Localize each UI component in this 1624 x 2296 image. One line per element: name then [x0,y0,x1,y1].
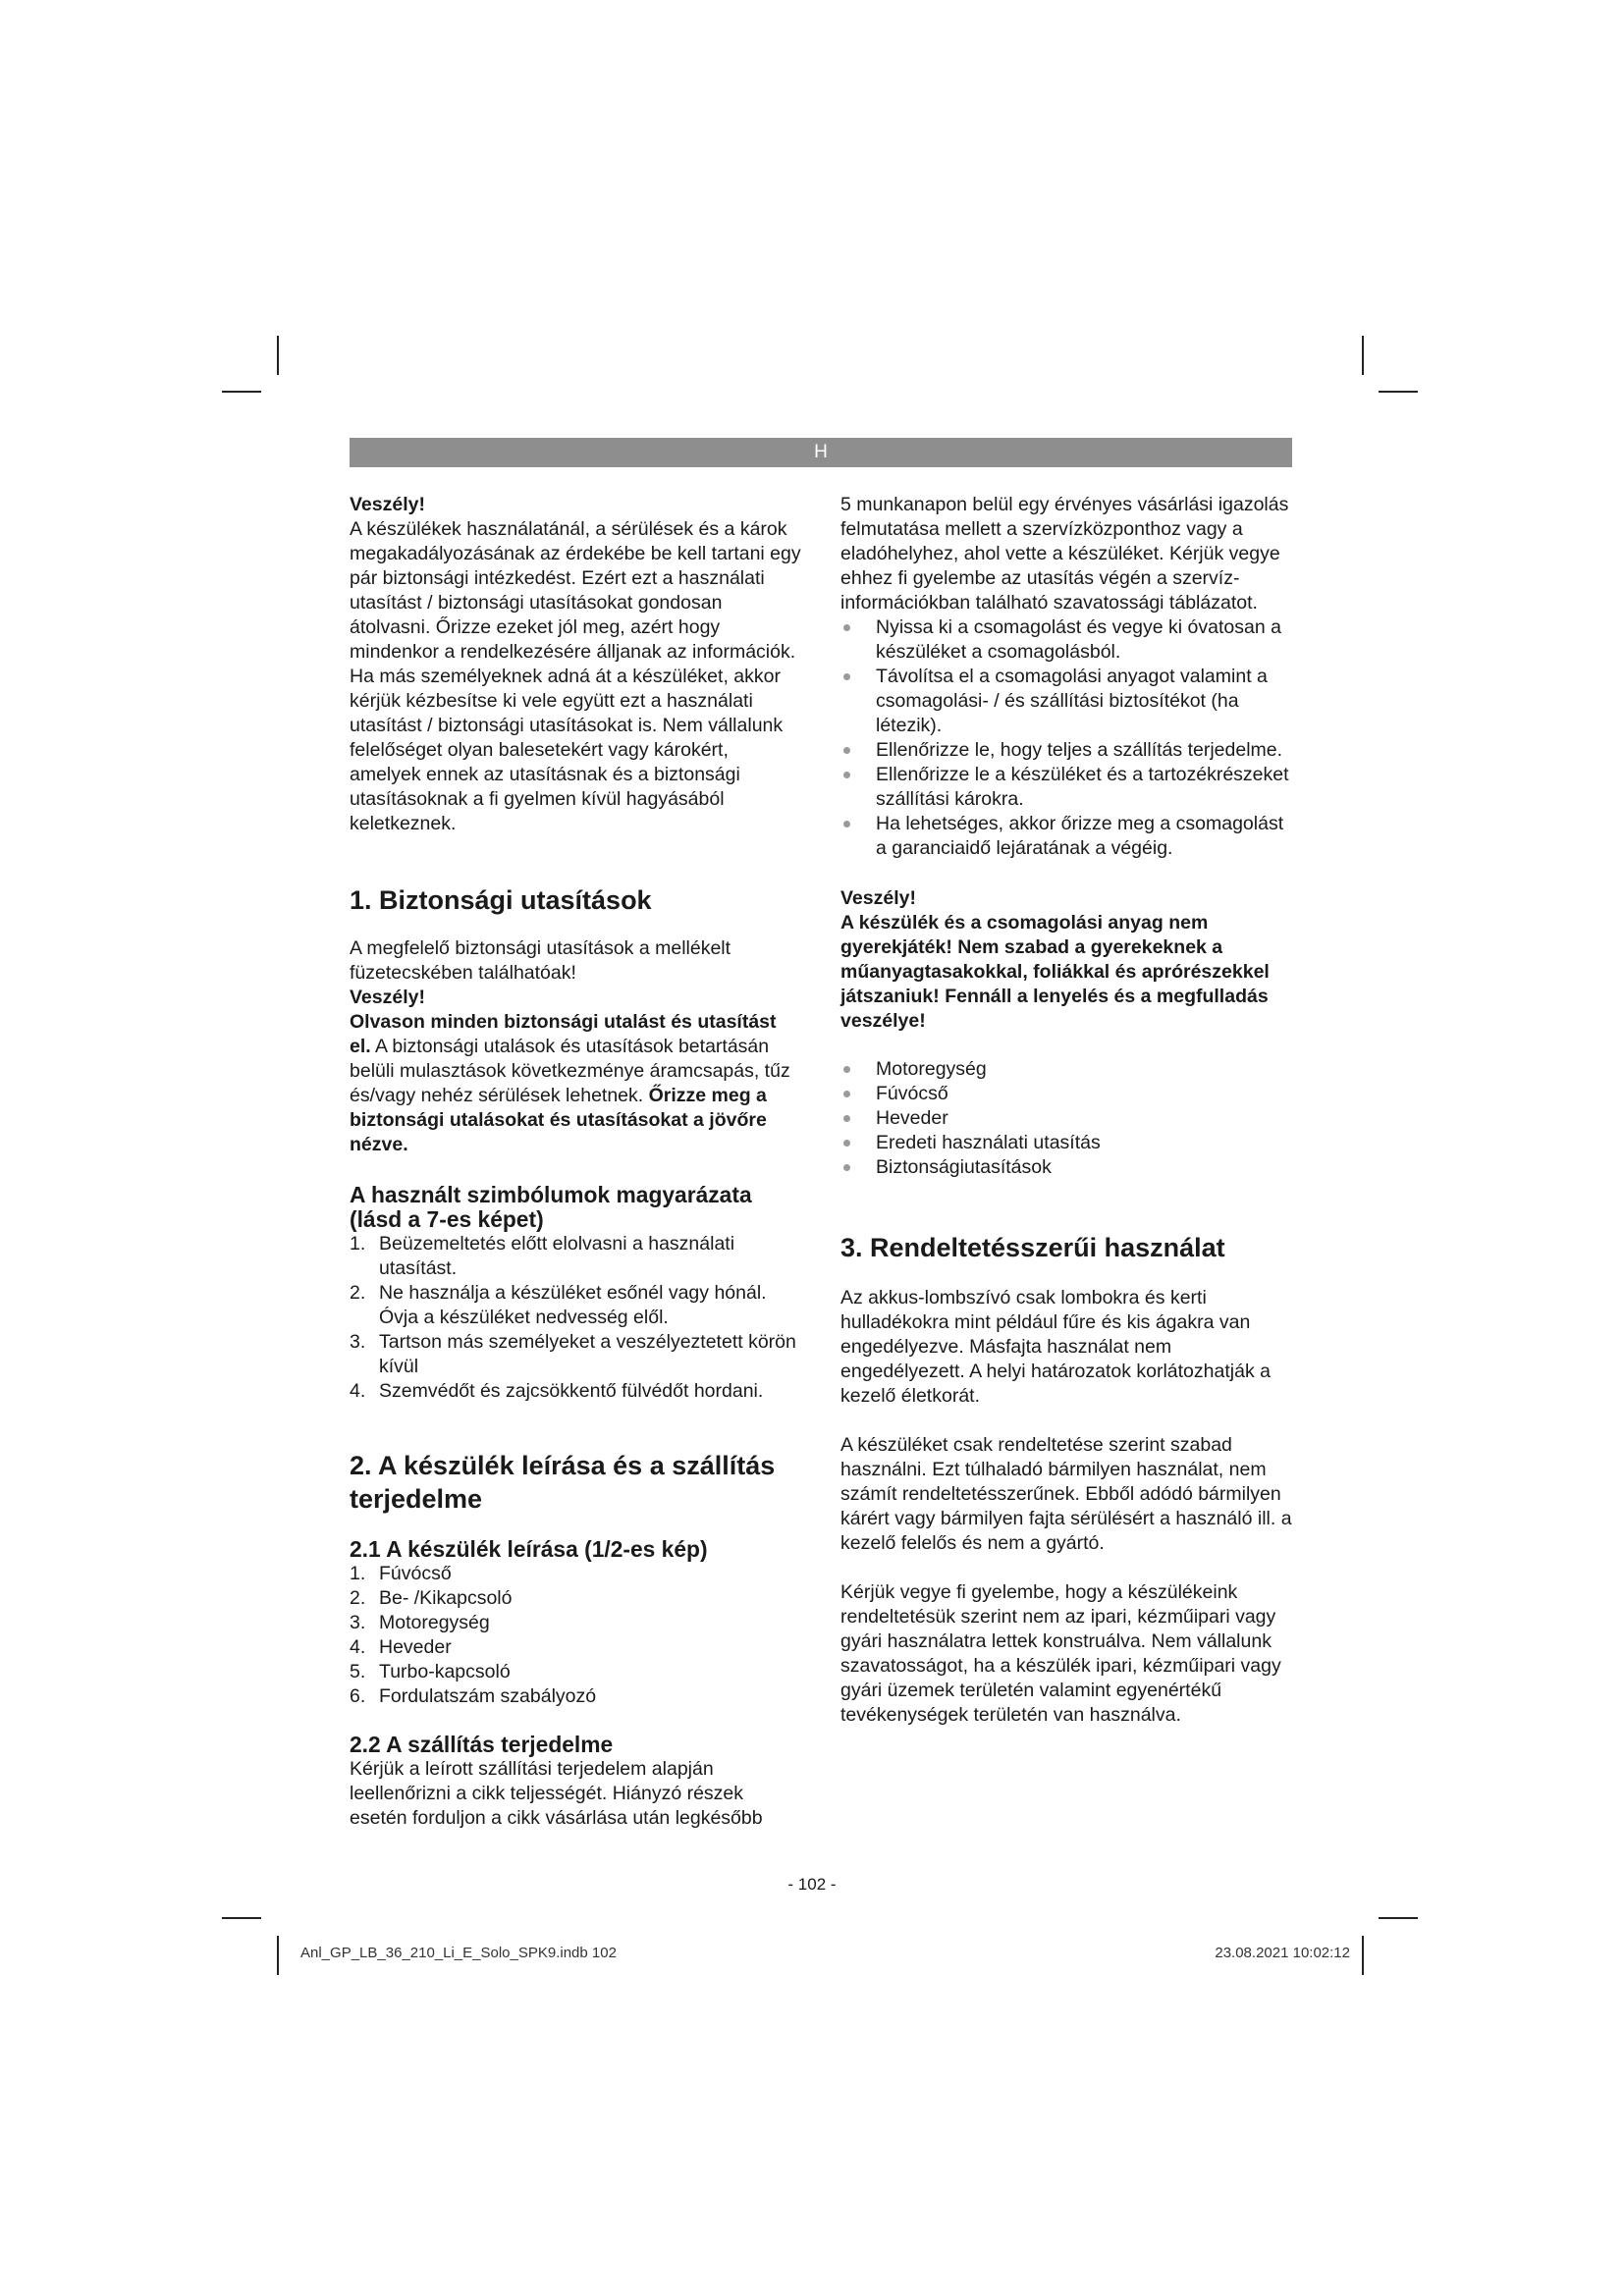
section-3-paragraph: Az akkus-lombszívó csak lombokra és kerti hulladékokra mint például fűre és kis ágakra van engedélyezve. Másfajta használat nem engedélyezett. A helyi határozatok korlátozhatják a kezelő életkorát. [840,1287,1271,1407]
warning-bold-lead: Olvason minden biztonsági utalást és utasítást el. [350,1011,777,1057]
section-3-heading: 3. Rendeltetésszerűi használat [840,1233,1225,1262]
list-item: Biztonságiutasítások [840,1155,1292,1180]
list-item: 1. Beüzemeltetés előtt elolvasni a használati utasítást. [350,1233,735,1279]
section-3-paragraph: A készüléket csak rendeltetése szerint szabad használni. Ezt túlhaladó bármilyen használat, nem számít rendeltetésszerűnek. Ebből adódó bármilyen kárért vagy bármilyen fajta sérülésért a használó ill. a kezelő felelős és nem a gyártó. [840,1434,1292,1554]
crop-mark [277,336,279,375]
symbols-list [350,1232,801,1404]
list-item: 6. Fordulatszám szabályozó [350,1685,597,1707]
crop-mark [222,391,261,393]
list-item: Fúvócső [840,1082,1292,1106]
warning-body: A készülék és a csomagolási anyag nem gyerekjáték! Nem szabad a gyerekeknek a műanyagtasakokkal, foliákkal és aprórészekkel játszaniuk! Fennáll a lenyelés és a megfulladás veszélye! [840,912,1270,1032]
delivery-contents-list [840,1057,1292,1180]
warning-body: A készülékek használatánál, a sérülések és a károk megakadályozásának az érdekébe be kell tartani egy pár biztonsági intézkedést. Ezért ezt a használati utasítást / biztonsági utasításokat gondosan átolvasni. Őrizze ezeket jól meg, azért hogy mindenkor a rendelkezésére álljanak az információk. Ha más személyeknek adná át a készüléket, akkor kérjük kézbesítse ki vele együtt ezt a használati utasítást / biztonsági utasításokat is. Nem vállalunk felelőséget olyan balesetekért vagy károkért, amelyek ennek az utasításnak és a biztonsági utasításoknak a fi gyelmen kívül hagyásából keletkeznek. [350,518,801,834]
parts-list [350,1562,801,1709]
warning-title: Veszély! [350,987,425,1008]
crop-mark [1362,1936,1364,1975]
list-item: Heveder [840,1106,1292,1131]
list-item: 3. Tartson más személyeket a veszélyeztetett körön kívül [350,1331,796,1377]
warning-title: Veszély! [350,494,425,515]
list-item: Ellenőrizze le, hogy teljes a szállítás terjedelme. [840,738,1292,763]
left-column [350,493,801,1831]
symbols-heading: A használt szimbólumok magyarázata (lásd a 7-es képet) [350,1182,752,1232]
list-item: 4. Heveder [350,1636,452,1658]
section-3-paragraph: Kérjük vegye fi gyelembe, hogy a készülékeink rendeltetésük szerint nem az ipari, kézműipari vagy gyári használatra lettek konstruálva. Nem vállalunk szavatosságot, ha a készülék ipari, kézműipari vagy gyári üzemek területén valamint egyenértékű tevékenységek területén van használva. [840,1581,1281,1726]
language-header-bar: H [350,438,1292,467]
list-item: 5. Turbo-kapcsoló [350,1661,511,1682]
crop-mark [1379,391,1418,393]
subsection-2-2-body: Kérjük a leírott szállítási terjedelem alapján leellenőrizni a cikk teljességét. Hiányzó részek esetén forduljon a cikk vásárlása után legkésőbb [350,1758,763,1829]
list-item: Eredeti használati utasítás [840,1131,1292,1155]
list-item: 4. Szemvédőt és zajcsökkentő fülvédőt hordani. [350,1380,764,1402]
list-item: 2. Be- /Kikapcsoló [350,1587,513,1609]
list-item: Távolítsa el a csomagolási anyagot valamint a csomagolási- / és szállítási biztosítékot (ha létezik). [840,665,1292,738]
list-item: 1. Fúvócső [350,1563,452,1584]
footer-file-name: Anl_GP_LB_36_210_Li_E_Solo_SPK9.indb 102 [300,1945,617,1961]
crop-mark [277,1936,279,1975]
warning-bold-end: Őrizze meg a biztonsági utalásokat és utasításokat a jövőre nézve. [350,1085,767,1155]
continued-body: 5 munkanapon belül egy érvényes vásárlási igazolás felmutatása mellett a szervízközponthoz vagy a eladóhelyhez, ahol vette a készüléket. Kérjük vegye ehhez fi gyelembe az utasítás végén a szervíz-információkban található szavatossági táblázatot. [840,494,1289,614]
list-item: 3. Motoregység [350,1612,490,1633]
list-item: Ha lehetséges, akkor őrizze meg a csomagolást a garanciaidő lejáratának a végéig. [840,812,1292,861]
page-number: - 102 - [787,1875,837,1894]
warning-paragraph [350,1010,801,1157]
list-item: Motoregység [840,1057,1292,1082]
unpacking-steps-list [840,615,1292,861]
list-item: Nyissa ki a csomagolást és vegye ki óvatosan a készüléket a csomagolásból. [840,615,1292,665]
section-2-heading: 2. A készülék leírása és a szállítás terjedelme [350,1451,776,1514]
section-1-heading: 1. Biztonsági utasítások [350,885,652,915]
subsection-2-1-heading: 2.1 A készülék leírása (1/2-es kép) [350,1536,708,1562]
subsection-2-2-heading: 2.2 A szállítás terjedelme [350,1732,614,1757]
list-item: 2. Ne használja a készüléket esőnél vagy hónál. Óvja a készüléket nedvesség elől. [350,1282,767,1328]
list-item: Ellenőrizze le a készüléket és a tartozékrészeket szállítási károkra. [840,763,1292,812]
crop-mark [1379,1917,1418,1919]
right-column [840,493,1292,1728]
warning-title: Veszély! [840,887,916,909]
warning-text: A biztonsági utalások és utasítások betartásán belüli mulasztások következménye áramcsapás, tűz és/vagy nehéz sérülések lehetnek. [350,1036,790,1106]
crop-mark [222,1917,261,1919]
section-1-intro: A megfelelő biztonsági utasítások a mellékelt füzetecskében találhatóak! [350,937,731,984]
footer-timestamp: 23.08.2021 10:02:12 [1215,1945,1350,1961]
crop-mark [1362,336,1364,375]
